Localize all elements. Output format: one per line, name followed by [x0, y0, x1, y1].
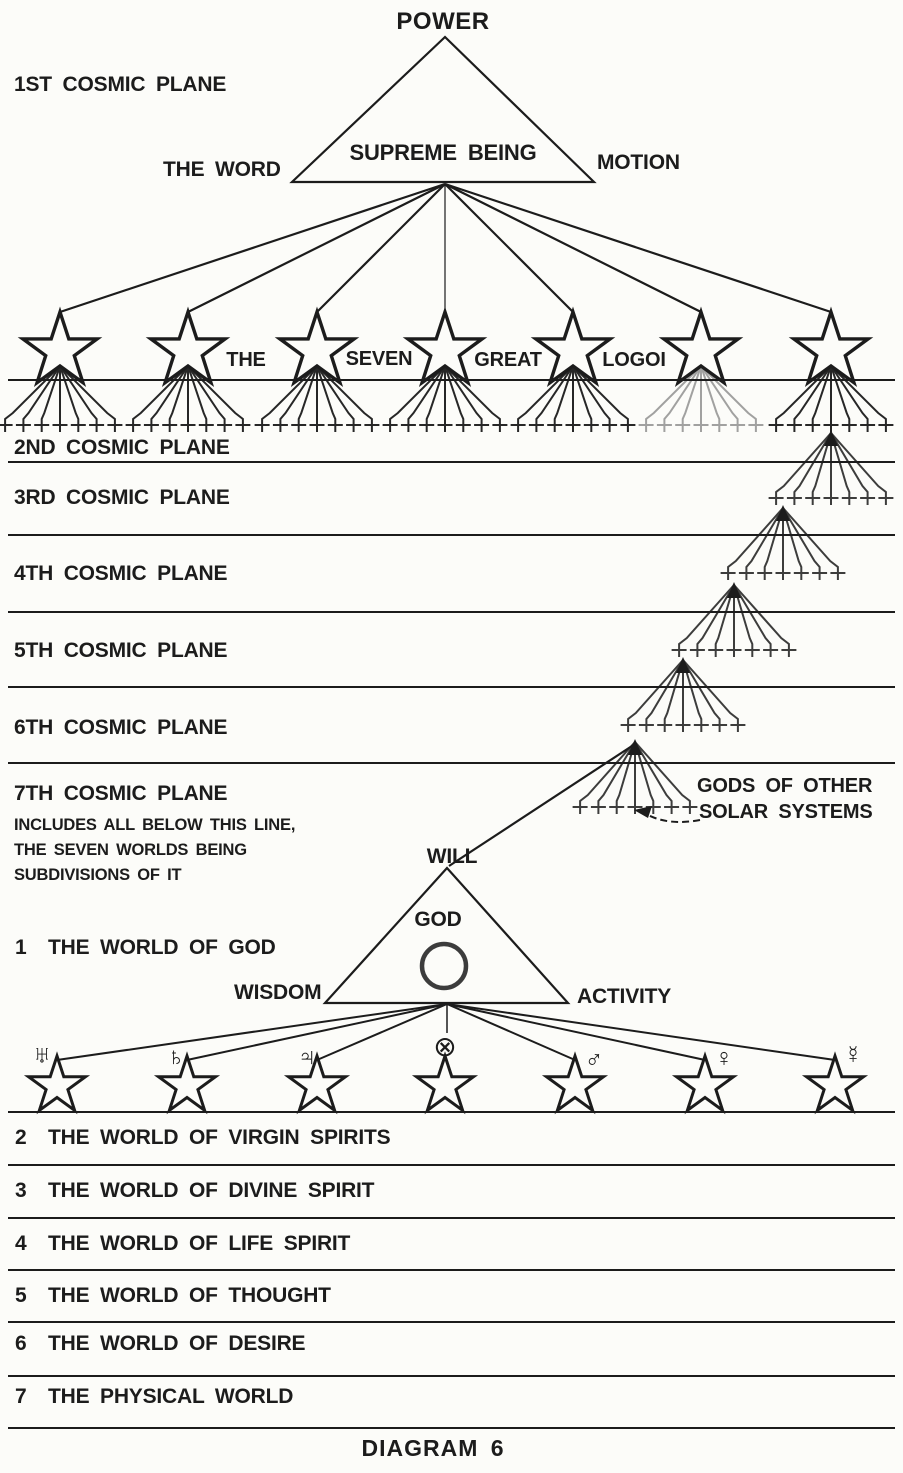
world-row-number: 4 — [15, 1232, 27, 1255]
fan-of-seven-crosses — [511, 366, 636, 432]
fan-of-seven-crosses — [0, 366, 122, 432]
logoi-word-logoi: LOGOI — [602, 349, 666, 371]
power-label: POWER — [396, 8, 490, 35]
cosmic-plane-label-1: 1ST COSMIC PLANE — [14, 73, 227, 96]
fan-of-seven-crosses — [769, 366, 894, 432]
logoi-ray-line — [188, 184, 445, 312]
logoi-word-great: GREAT — [474, 349, 542, 371]
world-row-number: 5 — [15, 1284, 27, 1307]
world-ray-line — [447, 1004, 835, 1060]
logoi-ray-line — [445, 184, 831, 312]
venus-icon: ♀ — [714, 1044, 734, 1072]
seventh-plane-note-line-1: INCLUDES ALL BELOW THIS LINE, — [14, 816, 296, 834]
world-row-label: THE WORLD OF VIRGIN SPIRITS — [48, 1126, 391, 1149]
saturn-icon: ♄ — [166, 1043, 186, 1071]
activity-label: ACTIVITY — [577, 985, 672, 1008]
mercury-icon: ☿ — [843, 1041, 863, 1069]
world-row-label: THE PHYSICAL WORLD — [48, 1385, 294, 1408]
world-row-label: THE WORLD OF DIVINE SPIRIT — [48, 1179, 375, 1202]
motion-label: MOTION — [597, 151, 680, 174]
cosmic-plane-label-7: 7TH COSMIC PLANE — [14, 782, 228, 805]
will-label: WILL — [426, 845, 478, 868]
mars-icon: ♂ — [584, 1046, 604, 1074]
world-row-number: 7 — [15, 1385, 27, 1408]
seventh-plane-note-line-2: THE SEVEN WORLDS BEING — [14, 841, 247, 859]
god-label: GOD — [414, 908, 462, 931]
fan-of-seven-crosses — [255, 366, 380, 432]
logoi-ray-line — [60, 184, 445, 312]
fan-of-seven-crosses — [383, 366, 508, 432]
uranus-icon: ♅ — [32, 1041, 52, 1069]
world-row-label: THE WORLD OF THOUGHT — [48, 1284, 331, 1307]
star-icon — [417, 1056, 474, 1110]
seventh-plane-note-line-3: SUBDIVISIONS OF IT — [14, 866, 182, 884]
wisdom-label: WISDOM — [234, 981, 322, 1004]
world-row-label: THE WORLD OF LIFE SPIRIT — [48, 1232, 351, 1255]
cosmic-plane-label-4: 4TH COSMIC PLANE — [14, 562, 228, 585]
supreme-being-label: SUPREME BEING — [349, 140, 537, 165]
world-ray-line — [447, 1004, 705, 1060]
jupiter-icon: ♃ — [297, 1043, 317, 1071]
world-row-number: 1 — [15, 936, 27, 959]
earth-icon: ⊗ — [433, 1031, 457, 1062]
world-row-label: THE WORLD OF DESIRE — [48, 1332, 306, 1355]
gods-arrow — [646, 814, 700, 822]
god-circle — [422, 944, 466, 988]
gods-note-line-2: SOLAR SYSTEMS — [699, 801, 873, 823]
logoi-ray-line — [445, 184, 573, 312]
logoi-ray-line — [445, 184, 701, 312]
cosmic-plane-label-2: 2ND COSMIC PLANE — [14, 436, 230, 459]
world-ray-line — [57, 1004, 447, 1060]
world-row-number: 6 — [15, 1332, 27, 1355]
fan-of-seven-crosses — [126, 366, 251, 432]
fan-of-seven-crosses — [639, 366, 764, 432]
cosmic-plane-label-6: 6TH COSMIC PLANE — [14, 716, 228, 739]
world-row-label: THE WORLD OF GOD — [48, 936, 276, 959]
diagram-caption: DIAGRAM 6 — [361, 1435, 505, 1461]
gods-note-line-1: GODS OF OTHER — [697, 775, 873, 797]
the-word-label: THE WORD — [163, 158, 281, 181]
world-row-number: 2 — [15, 1126, 27, 1149]
logoi-ray-line — [317, 184, 445, 312]
god-triangle — [325, 868, 568, 1003]
cosmic-plane-label-5: 5TH COSMIC PLANE — [14, 639, 228, 662]
logoi-word-seven: SEVEN — [345, 348, 413, 370]
cosmic-plane-label-3: 3RD COSMIC PLANE — [14, 486, 230, 509]
logoi-word-the: THE — [226, 349, 266, 371]
world-row-number: 3 — [15, 1179, 27, 1202]
